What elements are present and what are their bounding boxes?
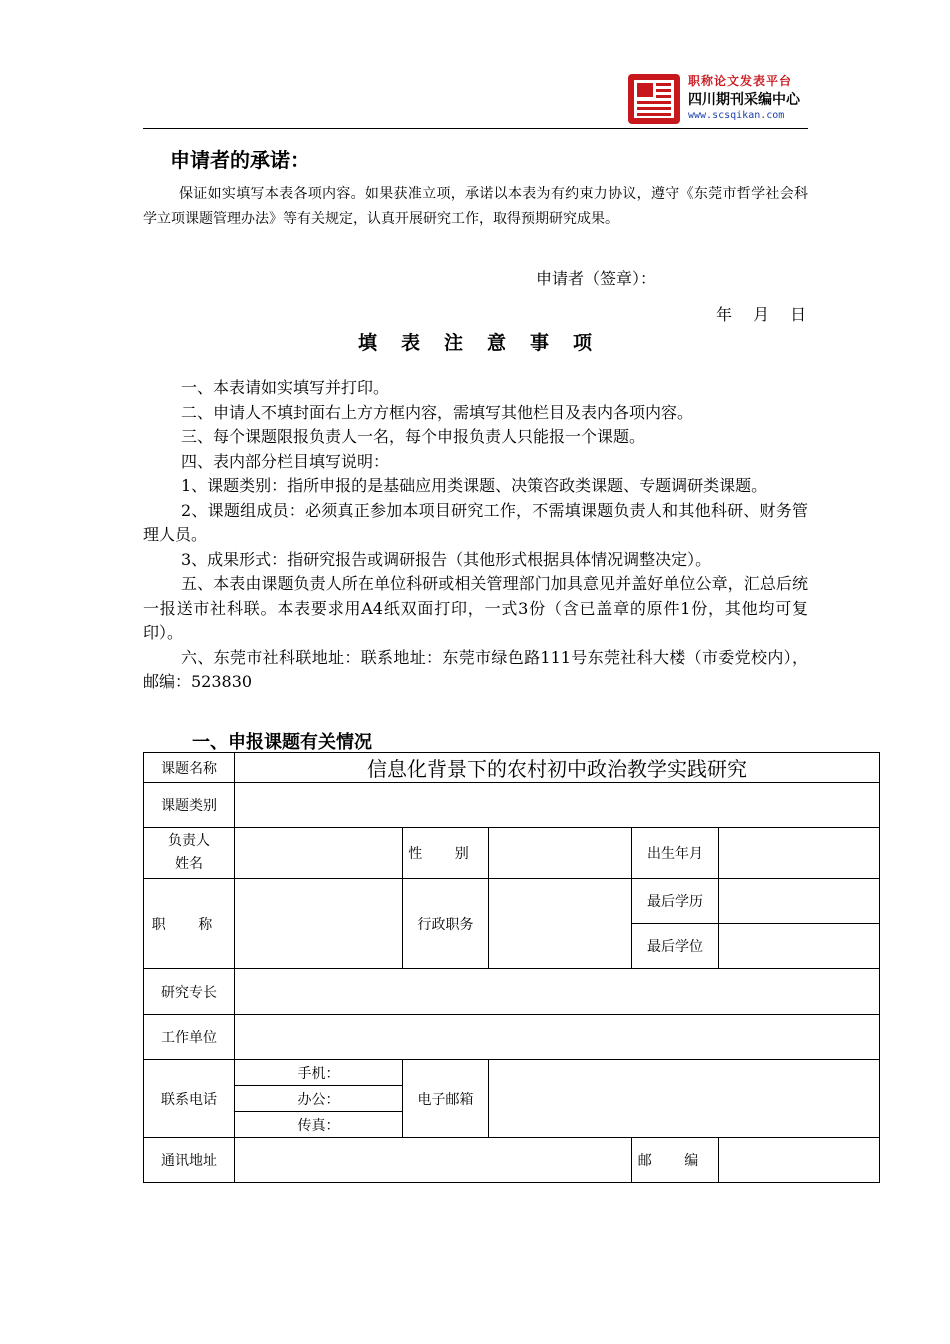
last-education-label: 最后学历 (632, 879, 719, 924)
topic-name-field[interactable]: 信息化背景下的农村初中政治教学实践研究 (235, 753, 880, 783)
phone-subfields (235, 1060, 403, 1138)
notice-item: 一、本表请如实填写并打印。 (181, 378, 390, 397)
birth-field[interactable] (719, 828, 880, 879)
title-field[interactable] (235, 879, 403, 969)
notice-item: 五、本表由课题负责人所在单位科研或相关管理部门加具意见并盖好单位公章，汇总后统一报送市社科联。本表要求用A4纸双面打印，一式3份（含已盖章的原件1份，其他均可复印）。 (143, 574, 808, 642)
expertise-label: 研究专长 (144, 969, 235, 1015)
logo-tagline: 职称论文发表平台 (688, 74, 793, 88)
notice-title: 填表注意事项 (357, 332, 616, 354)
work-unit-field[interactable] (235, 1015, 880, 1060)
address-field[interactable] (235, 1138, 632, 1183)
notice-item: 2、课题组成员：必须真正参加本项目研究工作，不需填课题负责人和其他科研、财务管理人员。 (143, 500, 808, 544)
section-title: 一、申报课题有关情况 (192, 732, 372, 753)
postcode-field[interactable] (719, 1138, 880, 1183)
date-label: 年 月 日 (716, 305, 809, 324)
gender-label: 性 别 (403, 828, 489, 879)
last-degree-field[interactable] (719, 924, 880, 969)
notice-item: 六、东莞市社科联地址：联系地址：东莞市绿色路111号东莞社科大楼（市委党校内），邮编：523830 (143, 647, 808, 691)
office-phone-field[interactable]: 办公： (235, 1086, 402, 1112)
expertise-field[interactable] (235, 969, 880, 1015)
address-label: 通讯地址 (144, 1138, 235, 1183)
admin-post-field[interactable] (489, 879, 632, 969)
last-degree-label: 最后学位 (632, 924, 719, 969)
pledge-body: 保证如实填写本表各项内容。如果获准立项，承诺以本表为有约束力协议，遵守《东莞市哲学社会科学立项课题管理办法》等有关规定，认真开展研究工作，取得预期研究成果。 (143, 186, 808, 227)
notice-item: 三、每个课题限报负责人一名，每个申报负责人只能报一个课题。 (181, 427, 646, 446)
pledge-title: 申请者的承诺： (170, 148, 310, 172)
topic-category-label: 课题类别 (144, 783, 235, 828)
notice-item: 二、申请人不填封面右上方方框内容，需填写其他栏目及表内各项内容。 (181, 402, 694, 422)
logo-name: 四川期刊采编中心 (688, 92, 800, 108)
notice-list (143, 376, 808, 695)
topic-category-field[interactable] (235, 783, 880, 828)
notice-item: 1、课题类别：指所申报的是基础应用类课题、决策咨政类课题、专题调研类课题。 (181, 476, 768, 495)
email-label: 电子邮箱 (403, 1060, 489, 1138)
last-education-field[interactable] (719, 879, 880, 924)
leader-name-label: 负责人姓名 (144, 828, 235, 879)
fax-field[interactable]: 传真： (297, 1117, 340, 1134)
signature-label: 申请者（签章）： (536, 269, 657, 288)
notice-item: 四、表内部分栏目填写说明： (181, 451, 390, 471)
birth-label: 出生年月 (632, 828, 719, 879)
application-info-table (143, 752, 879, 1183)
header-divider (143, 128, 808, 129)
logo-url[interactable]: www.scsqikan.com (688, 110, 785, 121)
topic-name-label: 课题名称 (144, 753, 235, 783)
email-field[interactable] (489, 1060, 880, 1138)
phone-label: 联系电话 (144, 1060, 235, 1138)
mobile-field[interactable]: 手机： (235, 1060, 402, 1086)
logo (628, 72, 808, 128)
notice-item: 3、成果形式：指研究报告或调研报告（其他形式根据具体情况调整决定）。 (181, 549, 712, 569)
title-label: 职 称 (144, 879, 235, 969)
leader-name-field[interactable] (235, 828, 403, 879)
work-unit-label: 工作单位 (144, 1015, 235, 1060)
newspaper-logo-icon (628, 74, 680, 124)
postcode-label: 邮 编 (632, 1138, 719, 1183)
admin-post-label: 行政职务 (403, 879, 489, 969)
gender-field[interactable] (489, 828, 632, 879)
